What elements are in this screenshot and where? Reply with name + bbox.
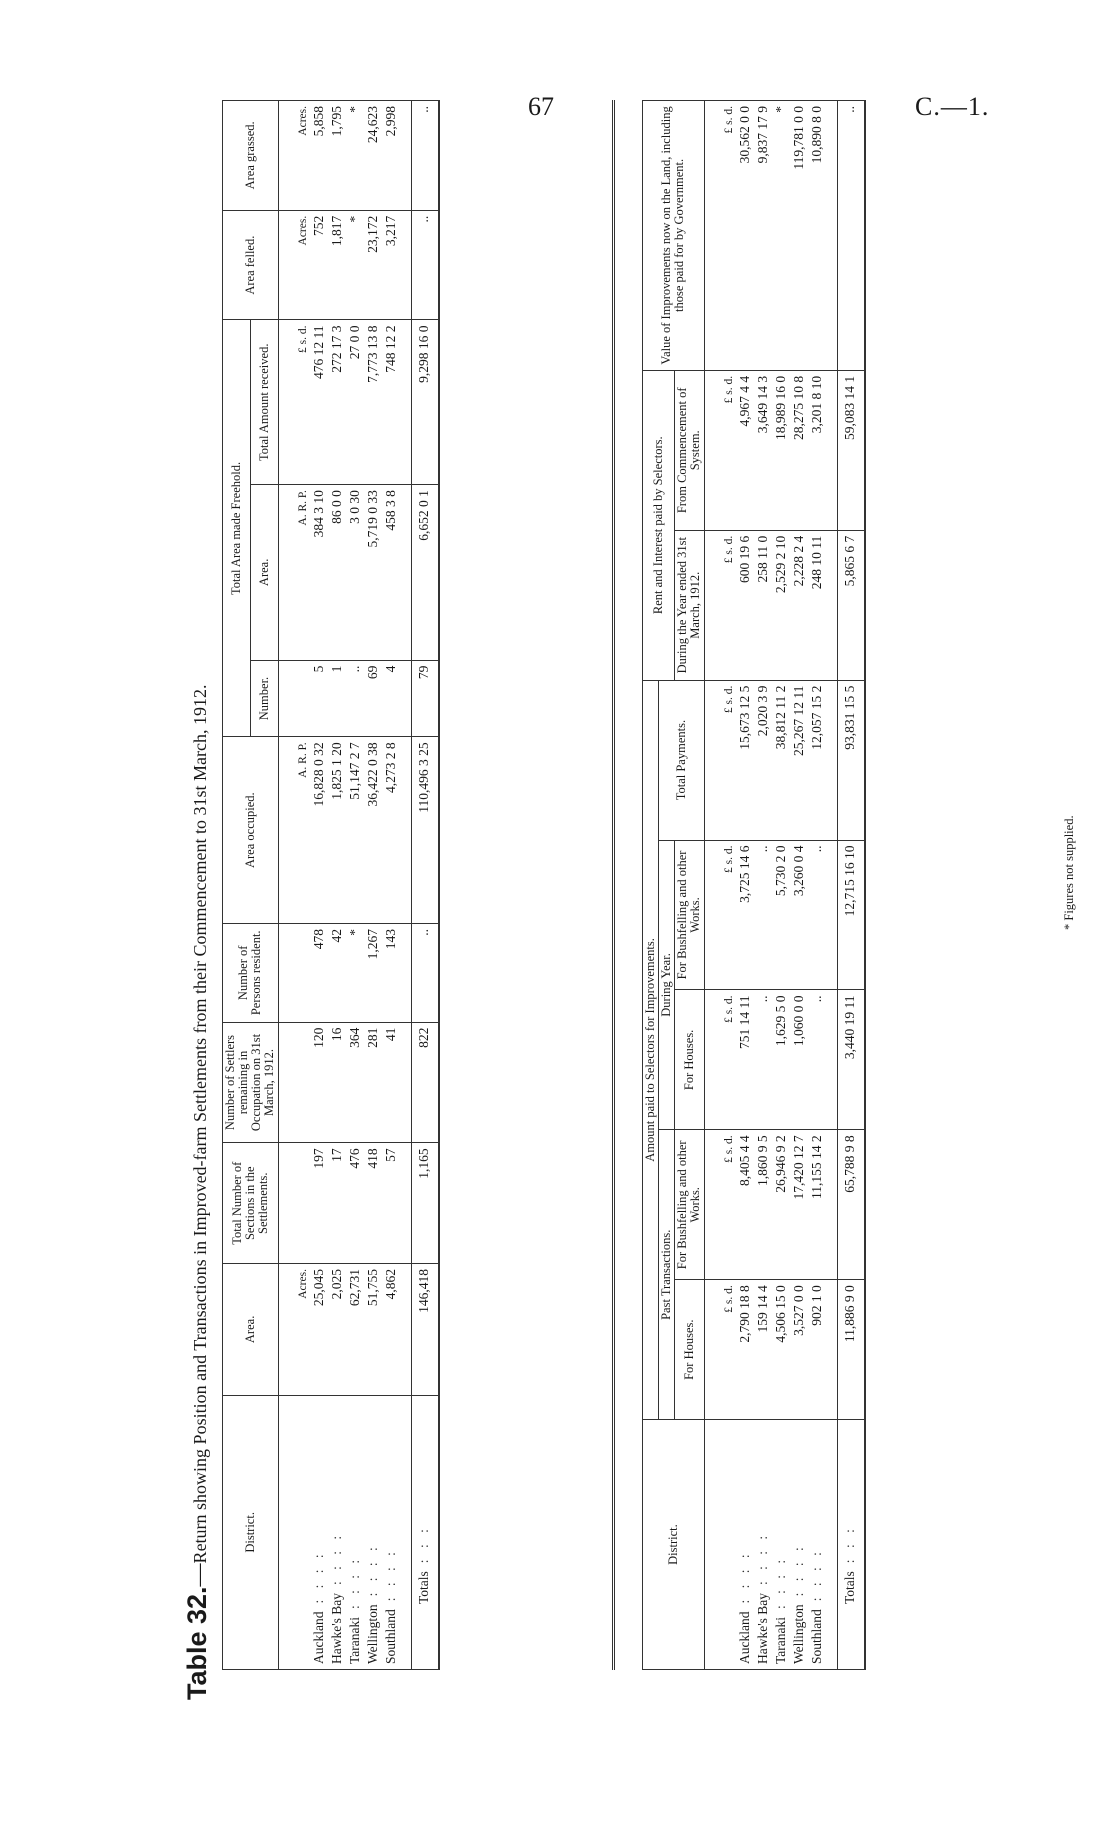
total-occupied: 110,496 3 25 xyxy=(411,737,439,924)
cell-rent-commence: 18,989 16 0 xyxy=(772,370,790,530)
cell-total: 15,673 12 5 xyxy=(736,680,754,840)
th2-yr-bush: For Bushfelling and other Works. xyxy=(675,840,704,990)
cell-grassed: * xyxy=(346,101,364,211)
cell-felled: 752 xyxy=(310,210,328,320)
table-row: Hawke's Bay: : : : 159 14 4 1,860 9 5 .. .. 2,020 3 9 258 11 0 3,649 14 3 9,837 17 9 xyxy=(754,101,772,1670)
total-settlers: 822 xyxy=(411,1022,439,1143)
rotated-table-sheet xyxy=(182,100,1112,1700)
th-fh-area: Area. xyxy=(250,485,278,661)
cell-sections: 476 xyxy=(346,1143,364,1264)
document-code: C.—1. xyxy=(915,92,990,121)
total-persons: .. xyxy=(411,923,439,1022)
total-amount: 9,298 16 0 xyxy=(411,320,439,485)
cell-settlers: 16 xyxy=(328,1022,346,1143)
cell-persons: 42 xyxy=(328,923,346,1022)
th-area: Area. xyxy=(223,1264,279,1396)
cell-settlers: 120 xyxy=(310,1022,328,1143)
title-dash: — xyxy=(186,1563,211,1587)
total-sections: 1,165 xyxy=(411,1143,439,1264)
th-persons: Number of Persons resident. xyxy=(223,923,279,1022)
unit-fh-area: A. R. P. xyxy=(278,485,310,661)
cell-sections: 197 xyxy=(310,1143,328,1264)
cell-yr-bush: .. xyxy=(754,840,772,990)
table-title xyxy=(182,100,213,1700)
th-freehold: Total Area made Freehold. xyxy=(223,320,251,737)
cell-number: 4 xyxy=(382,660,412,737)
district-name: Southland xyxy=(382,1609,398,1664)
cell-number: 69 xyxy=(364,660,382,737)
cell-area: 62,731 xyxy=(346,1264,364,1396)
footnote: * Figures not supplied. xyxy=(1062,815,1076,930)
th2-district: District. xyxy=(643,1420,705,1670)
cell-yr-bush: 3,260 0 4 xyxy=(790,840,808,990)
cell-amount: 476 12 11 xyxy=(310,320,328,485)
table-row: Auckland: : : : 25,045 197 120 478 16,828 0 32 5 384 3 10 476 12 11 752 5,858 xyxy=(310,101,328,1670)
table-row: Taranaki: : : : 62,731 476 364 * 51,147 2 7 .. 3 0 30 27 0 0 * * xyxy=(346,101,364,1670)
total-yr-bush: 12,715 16 10 xyxy=(837,840,865,990)
district-name: Southland xyxy=(808,1609,824,1664)
district-name: Wellington xyxy=(790,1604,806,1664)
cell-area: 51,755 xyxy=(364,1264,382,1396)
cell-total: 25,267 12 11 xyxy=(790,680,808,840)
cell-total: 2,020 3 9 xyxy=(754,680,772,840)
total-yr-houses: 3,440 19 11 xyxy=(837,990,865,1130)
cell-fh-area: 5,719 0 33 xyxy=(364,485,382,661)
cell-felled: * xyxy=(346,210,364,320)
cell-fh-area: 384 3 10 xyxy=(310,485,328,661)
cell-fh-area: 3 0 30 xyxy=(346,485,364,661)
cell-past-houses: 159 14 4 xyxy=(754,1280,772,1420)
cell-past-bush: 26,946 9 2 xyxy=(772,1130,790,1280)
cell-amount: 7,773 13 8 xyxy=(364,320,382,485)
total-rent-commence: 59,083 14 1 xyxy=(837,370,865,530)
cell-sections: 17 xyxy=(328,1143,346,1264)
cell-yr-bush: .. xyxy=(808,840,838,990)
district-name: Hawke's Bay xyxy=(754,1592,770,1664)
district-name: Wellington xyxy=(364,1604,380,1664)
district-name: Taranaki xyxy=(772,1616,788,1664)
cell-amount: 748 12 2 xyxy=(382,320,412,485)
cell-grassed: 1,795 xyxy=(328,101,346,211)
totals-label: Totals xyxy=(841,1571,857,1604)
improvements-payments-table xyxy=(642,100,866,1670)
cell-settlers: 364 xyxy=(346,1022,364,1143)
cell-persons: 478 xyxy=(310,923,328,1022)
th-area-occupied: Area occupied. xyxy=(223,737,279,924)
total-felled: .. xyxy=(411,210,439,320)
cell-area: 25,045 xyxy=(310,1264,328,1396)
district-name: Taranaki xyxy=(346,1616,362,1664)
settlements-position-table xyxy=(222,100,440,1670)
cell-rent-year: 2,529 2 10 xyxy=(772,530,790,680)
th2-yr-houses: For Houses. xyxy=(675,990,704,1130)
cell-value: 9,837 17 9 xyxy=(754,101,772,371)
total-past-houses: 11,886 9 0 xyxy=(837,1280,865,1420)
cell-yr-houses: .. xyxy=(808,990,838,1130)
th2-value: Value of Improvements now on the Land, including those paid for by Government. xyxy=(643,101,705,371)
unit-lsd: £ s. d. xyxy=(704,370,736,530)
cell-past-houses: 2,790 18 8 xyxy=(736,1280,754,1420)
th2-past-houses: For Houses. xyxy=(675,1280,704,1420)
th2-rent: Rent and Interest paid by Selectors. xyxy=(643,370,675,680)
cell-persons: 1,267 xyxy=(364,923,382,1022)
cell-occupied: 1,825 1 20 xyxy=(328,737,346,924)
cell-occupied: 36,422 0 38 xyxy=(364,737,382,924)
cell-rent-year: 2,228 2 4 xyxy=(790,530,808,680)
cell-felled: 3,217 xyxy=(382,210,412,320)
th2-total-payments: Total Payments. xyxy=(659,680,704,840)
units-row xyxy=(278,101,310,1670)
cell-past-bush: 1,860 9 5 xyxy=(754,1130,772,1280)
totals-row: Totals: : : 146,418 1,165 822 .. 110,496 3 25 79 6,652 0 1 9,298 16 0 .. .. xyxy=(411,101,439,1670)
cell-occupied: 4,273 2 8 xyxy=(382,737,412,924)
unit-lsd: £ s. d. xyxy=(704,530,736,680)
district-name: Auckland xyxy=(310,1611,326,1664)
cell-grassed: 2,998 xyxy=(382,101,412,211)
unit-amount: £ s. d. xyxy=(278,320,310,485)
cell-grassed: 24,623 xyxy=(364,101,382,211)
unit-felled: Acres. xyxy=(278,210,310,320)
th-area-grassed: Area grassed. xyxy=(223,101,279,211)
cell-yr-houses: 1,060 0 0 xyxy=(790,990,808,1130)
totals-label: Totals xyxy=(415,1571,431,1604)
table-row: Wellington: : : : 3,527 0 0 17,420 12 7 1,060 0 0 3,260 0 4 25,267 12 11 2,228 2 4 28,275 10 8 119,781 0 0 xyxy=(790,101,808,1670)
table-row: Hawke's Bay: : : : 2,025 17 16 42 1,825 1 20 1 86 0 0 272 17 3 1,817 1,795 xyxy=(328,101,346,1670)
cell-rent-commence: 4,967 4 4 xyxy=(736,370,754,530)
cell-number: 5 xyxy=(310,660,328,737)
table-row: Auckland: : : : 2,790 18 8 8,405 4 4 751 14 11 3,725 14 6 15,673 12 5 600 19 6 4,967 4 4 30,562 0 0 xyxy=(736,101,754,1670)
table-row: Taranaki: : : : 4,506 15 0 26,946 9 2 1,629 5 0 5,730 2 0 38,812 11 2 2,529 2 10 18,989 16 0 * xyxy=(772,101,790,1670)
cell-past-bush: 8,405 4 4 xyxy=(736,1130,754,1280)
cell-value: * xyxy=(772,101,790,371)
table-number: Table 32. xyxy=(182,1586,212,1700)
title-text: Return showing Position and Transactions in Improved-farm Settlements from their Commencement to 31st March, 1912. xyxy=(190,684,210,1564)
th2-past-bush: For Bushfelling and other Works. xyxy=(675,1130,704,1280)
cell-felled: 1,817 xyxy=(328,210,346,320)
cell-rent-year: 258 11 0 xyxy=(754,530,772,680)
total-rent-year: 5,865 6 7 xyxy=(837,530,865,680)
cell-sections: 57 xyxy=(382,1143,412,1264)
unit-area: Acres. xyxy=(278,1264,310,1396)
th-district: District. xyxy=(223,1395,279,1669)
cell-area: 2,025 xyxy=(328,1264,346,1396)
th2-rent-year: During the Year ended 31st March, 1912. xyxy=(675,530,704,680)
cell-value: 119,781 0 0 xyxy=(790,101,808,371)
cell-settlers: 41 xyxy=(382,1022,412,1143)
district-name: Hawke's Bay xyxy=(328,1592,344,1664)
total-fh-area: 6,652 0 1 xyxy=(411,485,439,661)
cell-yr-houses: 751 14 11 xyxy=(736,990,754,1130)
cell-yr-houses: 1,629 5 0 xyxy=(772,990,790,1130)
total-past-bush: 65,788 9 8 xyxy=(837,1130,865,1280)
total-number: 79 xyxy=(411,660,439,737)
cell-past-houses: 4,506 15 0 xyxy=(772,1280,790,1420)
th-fh-number: Number. xyxy=(250,660,278,737)
table-row: Southland: : : : 4,862 57 41 143 4,273 2 8 4 458 3 8 748 12 2 3,217 2,998 xyxy=(382,101,412,1670)
cell-total: 12,057 15 2 xyxy=(808,680,838,840)
cell-amount: 272 17 3 xyxy=(328,320,346,485)
cell-persons: 143 xyxy=(382,923,412,1022)
cell-number: .. xyxy=(346,660,364,737)
page-number: 67 xyxy=(528,92,554,121)
total-grassed: .. xyxy=(411,101,439,211)
th-sections: Total Number of Sections in the Settlements. xyxy=(223,1143,279,1264)
unit-occupied: A. R. P. xyxy=(278,737,310,924)
th-settlers: Number of Settlers remaining in Occupation on 31st March, 1912. xyxy=(223,1022,279,1143)
cell-number: 1 xyxy=(328,660,346,737)
totals-row: Totals: : : 11,886 9 0 65,788 9 8 3,440 19 11 12,715 16 10 93,831 15 5 5,865 6 7 59,083 14 1 .. xyxy=(837,101,865,1670)
unit-lsd: £ s. d. xyxy=(704,101,736,371)
unit-lsd: £ s. d. xyxy=(704,680,736,840)
cell-occupied: 16,828 0 32 xyxy=(310,737,328,924)
district-name: Auckland xyxy=(736,1611,752,1664)
cell-settlers: 281 xyxy=(364,1022,382,1143)
th-area-felled: Area felled. xyxy=(223,210,279,320)
total-value: .. xyxy=(837,101,865,371)
cell-grassed: 5,858 xyxy=(310,101,328,211)
cell-sections: 418 xyxy=(364,1143,382,1264)
th2-past: Past Transactions. xyxy=(659,1130,675,1420)
table-row: Southland: : : : 902 1 0 11,155 14 2 .. .. 12,057 15 2 248 10 11 3,201 8 10 10,890 8 0 xyxy=(808,101,838,1670)
cell-fh-area: 86 0 0 xyxy=(328,485,346,661)
cell-rent-year: 248 10 11 xyxy=(808,530,838,680)
unit-grassed: Acres. xyxy=(278,101,310,211)
cell-felled: 23,172 xyxy=(364,210,382,320)
cell-amount: 27 0 0 xyxy=(346,320,364,485)
cell-rent-commence: 28,275 10 8 xyxy=(790,370,808,530)
unit-lsd: £ s. d. xyxy=(704,990,736,1130)
total-payments: 93,831 15 5 xyxy=(837,680,865,840)
cell-value: 10,890 8 0 xyxy=(808,101,838,371)
cell-past-houses: 3,527 0 0 xyxy=(790,1280,808,1420)
cell-yr-bush: 5,730 2 0 xyxy=(772,840,790,990)
cell-yr-houses: .. xyxy=(754,990,772,1130)
cell-persons: * xyxy=(346,923,364,1022)
unit-lsd: £ s. d. xyxy=(704,840,736,990)
cell-fh-area: 458 3 8 xyxy=(382,485,412,661)
unit-lsd: £ s. d. xyxy=(704,1280,736,1420)
cell-past-houses: 902 1 0 xyxy=(808,1280,838,1420)
units-row xyxy=(704,101,736,1670)
unit-lsd: £ s. d. xyxy=(704,1130,736,1280)
cell-rent-commence: 3,649 14 3 xyxy=(754,370,772,530)
cell-area: 4,862 xyxy=(382,1264,412,1396)
cell-occupied: 51,147 2 7 xyxy=(346,737,364,924)
cell-total: 38,812 11 2 xyxy=(772,680,790,840)
section-divider xyxy=(612,100,615,1670)
th2-during: During Year. xyxy=(659,840,675,1130)
cell-past-bush: 11,155 14 2 xyxy=(808,1130,838,1280)
total-area: 146,418 xyxy=(411,1264,439,1396)
cell-value: 30,562 0 0 xyxy=(736,101,754,371)
th2-amount-paid: Amount paid to Selectors for Improvements. xyxy=(643,680,659,1420)
cell-past-bush: 17,420 12 7 xyxy=(790,1130,808,1280)
cell-rent-year: 600 19 6 xyxy=(736,530,754,680)
th-fh-amount: Total Amount received. xyxy=(250,320,278,485)
cell-yr-bush: 3,725 14 6 xyxy=(736,840,754,990)
table-row: Wellington: : : : 51,755 418 281 1,267 36,422 0 38 69 5,719 0 33 7,773 13 8 23,172 24,623 xyxy=(364,101,382,1670)
th2-rent-commence: From Commencement of System. xyxy=(675,370,704,530)
cell-rent-commence: 3,201 8 10 xyxy=(808,370,838,530)
